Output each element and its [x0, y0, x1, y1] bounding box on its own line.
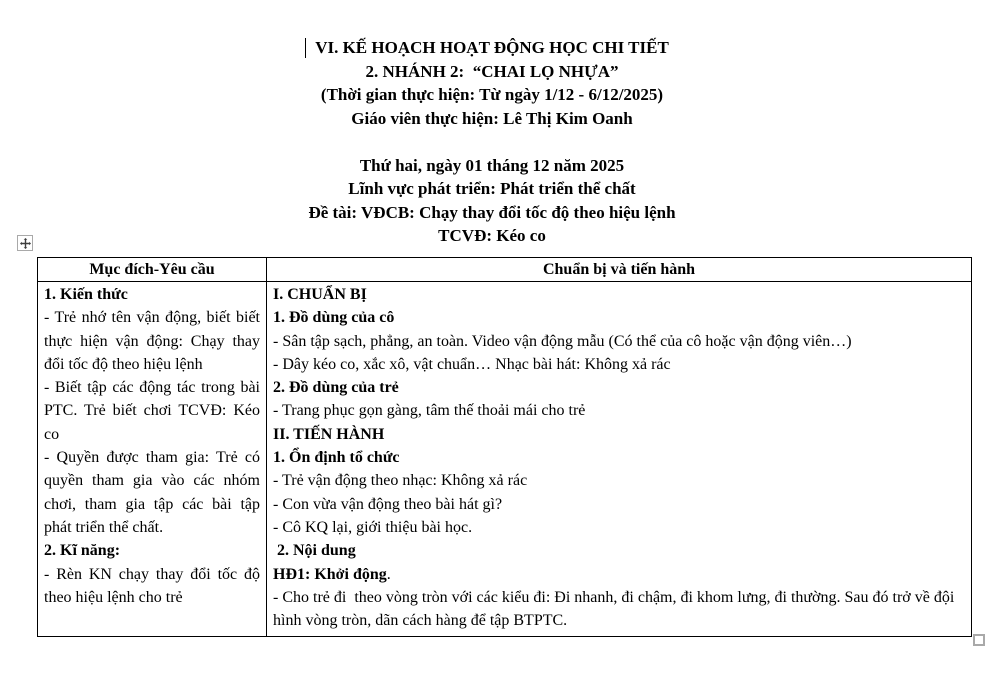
- cell-muc-dich-yeu-cau[interactable]: [38, 282, 267, 637]
- doc-title-line: Giáo viên thực hiện: Lê Thị Kim Oanh: [351, 108, 633, 128]
- paragraph: 2. Nội dung: [273, 542, 356, 560]
- table-resize-handle[interactable]: [973, 634, 985, 646]
- paragraph: I. CHUẨN BỊ: [273, 286, 367, 303]
- paragraph: - Cô KQ lại, giới thiệu bài học.: [273, 518, 473, 536]
- doc-title-line: VI. KẾ HOẠCH HOẠT ĐỘNG HỌC CHI TIẾT: [315, 38, 669, 57]
- session-info-line: Đề tài: VĐCB: Chạy thay đổi tốc độ theo hiệu lệnh: [308, 202, 676, 222]
- paragraph: 1. Ổn định tổ chức: [273, 449, 400, 467]
- paragraph: - Rèn KN chạy thay đổi tốc độ theo hiệu lệnh cho trẻ: [44, 565, 260, 606]
- session-info-line: Lĩnh vực phát triển: Phát triển thể chất: [348, 179, 636, 198]
- lesson-plan-table: [37, 257, 972, 637]
- paragraph: HĐ1: Khởi động.: [273, 565, 391, 583]
- paragraph: - Con vừa vận động theo bài hát gì?: [273, 495, 503, 513]
- paragraph: II. TIẾN HÀNH: [273, 425, 385, 443]
- paragraph: - Cho trẻ đi theo vòng tròn với các kiểu đi: Đi nhanh, đi chậm, đi khom lưng, đi thường. Sau đó trở về đội hình vòng tròn, dãn cách hàng để tập BTPTC.: [273, 588, 959, 630]
- cell-chuan-bi-tien-hanh[interactable]: [267, 282, 972, 637]
- session-info-line: Thứ hai, ngày 01 tháng 12 năm 2025: [359, 155, 625, 175]
- paragraph: - Trẻ nhớ tên vận động, biết biết thực hiện vận động: Chạy thay đổi tốc độ theo hiệu lệnh: [44, 309, 260, 373]
- paragraph: - Biết tập các động tác trong bài PTC. Trẻ biết chơi TCVĐ: Kéo co: [44, 379, 260, 443]
- session-info-line: TCVĐ: Kéo co: [438, 226, 546, 245]
- column-header-muc-dich[interactable]: Mục đích-Yêu cầu: [38, 258, 267, 282]
- paragraph: - Trẻ vận động theo nhạc: Không xả rác: [273, 472, 528, 490]
- table-header-row: [38, 258, 972, 282]
- paragraph: 2. Kĩ năng:: [44, 542, 121, 560]
- paragraph: - Sân tập sạch, phẳng, an toàn. Video vận động mẫu (Có thể của cô hoặc vận động viên…): [273, 332, 852, 350]
- document-header: [0, 36, 984, 248]
- doc-title-line: 2. NHÁNH 2: “CHAI LỌ NHỰA”: [365, 61, 619, 81]
- paragraph: - Dây kéo co, xắc xô, vật chuẩn… Nhạc bài hát: Không xả rác: [273, 355, 671, 373]
- blank-line: [0, 130, 984, 154]
- paragraph: - Trang phục gọn gàng, tâm thế thoải mái cho trẻ: [273, 402, 586, 420]
- four-way-arrow-icon: [20, 238, 31, 249]
- column-header-chuan-bi[interactable]: Chuẩn bị và tiến hành: [267, 258, 972, 282]
- paragraph: 1. Kiến thức: [44, 286, 128, 303]
- doc-title-line: (Thời gian thực hiện: Từ ngày 1/12 - 6/12/2025): [320, 85, 664, 104]
- table-body-row: [38, 282, 972, 637]
- paragraph: 1. Đồ dùng của cô: [273, 309, 395, 327]
- table-move-handle[interactable]: [17, 235, 33, 251]
- paragraph: - Quyền được tham gia: Trẻ có quyền tham gia vào các nhóm chơi, tham gia tập các bài tập phát triển thể chất.: [44, 449, 260, 536]
- paragraph: 2. Đồ dùng của trẻ: [273, 379, 399, 397]
